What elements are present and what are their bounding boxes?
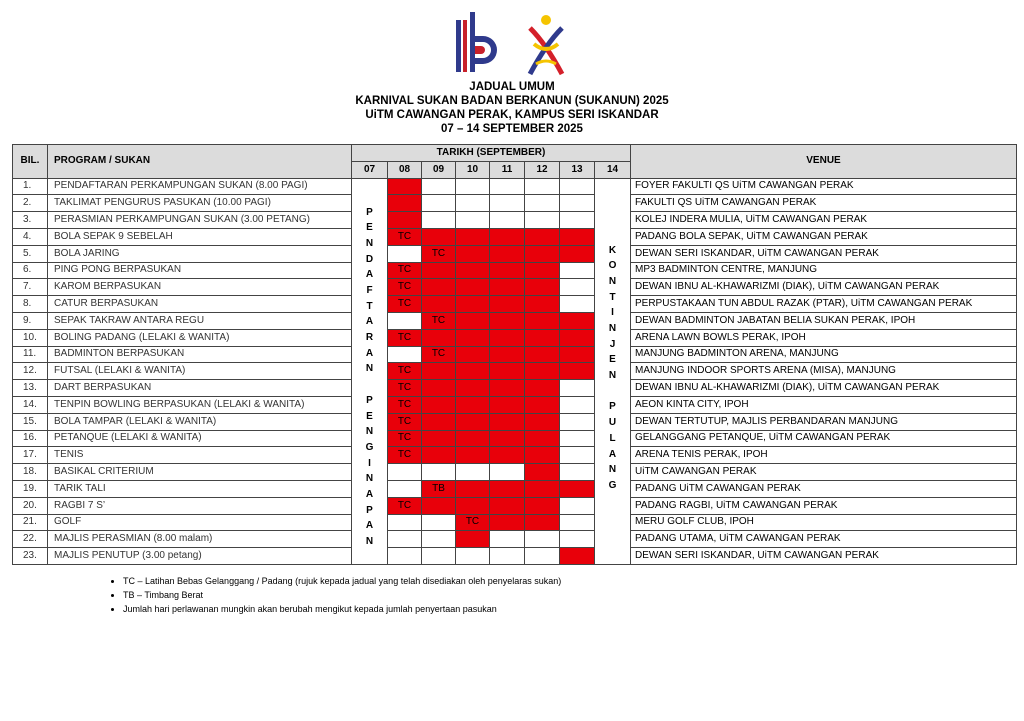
program-name: PING PONG BERPASUKAN	[48, 262, 352, 279]
day-cell: TC	[388, 380, 422, 397]
row-number: 22.	[13, 531, 48, 548]
day-cell	[456, 296, 490, 313]
day-cell	[560, 228, 595, 245]
day-cell	[490, 548, 525, 565]
table-row	[13, 514, 1017, 531]
table-row	[13, 363, 1017, 380]
day-cell: TB	[422, 480, 456, 497]
ib-logo-icon	[452, 12, 500, 80]
vertical-letter: G	[608, 479, 617, 491]
header-program: PROGRAM / SUKAN	[48, 145, 352, 179]
day-cell	[456, 329, 490, 346]
program-name: PENDAFTARAN PERKAMPUNGAN SUKAN (8.00 PAGI)	[48, 178, 352, 195]
day-cell	[560, 447, 595, 464]
vertical-letter: G	[365, 441, 374, 453]
table-row	[13, 245, 1017, 262]
day-cell	[456, 363, 490, 380]
day-cell	[560, 279, 595, 296]
day-cell	[456, 396, 490, 413]
day-cell	[525, 346, 560, 363]
program-name: BOLING PADANG (LELAKI & WANITA)	[48, 329, 352, 346]
vertical-letter: N	[608, 464, 617, 476]
row-number: 10.	[13, 329, 48, 346]
venue-name: FAKULTI QS UiTM CAWANGAN PERAK	[631, 195, 1017, 212]
day-cell	[560, 430, 595, 447]
day-cell: TC	[388, 430, 422, 447]
vertical-letter: A	[365, 269, 374, 281]
day-cell	[422, 279, 456, 296]
day-cell	[456, 464, 490, 481]
day-cell	[560, 548, 595, 565]
contingent-return-column	[595, 178, 631, 564]
table-row	[13, 497, 1017, 514]
day-cell	[422, 228, 456, 245]
day-cell	[388, 531, 422, 548]
document-title	[0, 80, 1024, 136]
vertical-letter: N	[608, 323, 617, 335]
vertical-letter: I	[611, 307, 614, 319]
day-cell	[388, 195, 422, 212]
row-number: 18.	[13, 464, 48, 481]
venue-name: UiTM CAWANGAN PERAK	[631, 464, 1017, 481]
day-cell	[525, 480, 560, 497]
registration-accommodation-column	[352, 178, 388, 564]
day-cell	[456, 178, 490, 195]
row-number: 16.	[13, 430, 48, 447]
day-cell	[560, 178, 595, 195]
venue-name: DEWAN SERI ISKANDAR, UiTM CAWANGAN PERAK	[631, 245, 1017, 262]
header-day: 07	[352, 161, 388, 178]
vertical-letter: R	[365, 332, 374, 344]
day-cell	[560, 245, 595, 262]
row-number: 15.	[13, 413, 48, 430]
day-cell	[456, 245, 490, 262]
venue-name: FOYER FAKULTI QS UiTM CAWANGAN PERAK	[631, 178, 1017, 195]
vertical-letter: P	[366, 504, 373, 516]
vertical-letter: E	[366, 410, 373, 422]
day-cell	[388, 178, 422, 195]
table-row	[13, 548, 1017, 565]
day-cell	[422, 380, 456, 397]
header-day: 14	[595, 161, 631, 178]
header-venue: VENUE	[631, 145, 1017, 179]
day-cell	[490, 380, 525, 397]
day-cell: TC	[388, 329, 422, 346]
table-row	[13, 430, 1017, 447]
venue-name: MP3 BADMINTON CENTRE, MANJUNG	[631, 262, 1017, 279]
table-row	[13, 279, 1017, 296]
program-name: TENPIN BOWLING BERPASUKAN (LELAKI & WANITA)	[48, 396, 352, 413]
venue-name: DEWAN TERTUTUP, MAJLIS PERBANDARAN MANJUNG	[631, 413, 1017, 430]
row-number: 9.	[13, 312, 48, 329]
day-cell	[456, 531, 490, 548]
vertical-letter: L	[609, 432, 616, 444]
day-cell	[490, 262, 525, 279]
title-line: KARNIVAL SUKAN BADAN BERKANUN (SUKANUN) 2025	[355, 95, 669, 107]
row-number: 3.	[13, 212, 48, 229]
vertical-letter: P	[366, 394, 373, 406]
day-cell	[456, 212, 490, 229]
day-cell	[456, 447, 490, 464]
program-name: DART BERPASUKAN	[48, 380, 352, 397]
day-cell	[560, 514, 595, 531]
header-day: 09	[422, 161, 456, 178]
day-cell	[560, 531, 595, 548]
program-name: TENIS	[48, 447, 352, 464]
day-cell	[422, 178, 456, 195]
day-cell	[422, 296, 456, 313]
table-row	[13, 329, 1017, 346]
vertical-letter: A	[365, 488, 374, 500]
vertical-letter: E	[366, 222, 373, 234]
day-cell	[525, 396, 560, 413]
vertical-letter: D	[365, 253, 374, 265]
row-number: 2.	[13, 195, 48, 212]
table-row	[13, 464, 1017, 481]
header-day: 12	[525, 161, 560, 178]
day-cell	[560, 212, 595, 229]
day-cell	[525, 195, 560, 212]
day-cell: TC	[388, 262, 422, 279]
day-cell	[560, 329, 595, 346]
day-cell	[490, 195, 525, 212]
vertical-letter: U	[608, 417, 617, 429]
vertical-letter: N	[608, 370, 617, 382]
row-number: 20.	[13, 497, 48, 514]
day-cell	[490, 497, 525, 514]
vertical-label	[352, 179, 387, 550]
day-cell	[388, 548, 422, 565]
day-cell	[490, 329, 525, 346]
day-cell	[456, 380, 490, 397]
day-cell	[422, 396, 456, 413]
venue-name: GELANGGANG PETANQUE, UiTM CAWANGAN PERAK	[631, 430, 1017, 447]
day-cell: TC	[422, 312, 456, 329]
day-cell	[525, 548, 560, 565]
note-item: • TB – Timbang Berat	[123, 588, 561, 602]
day-cell	[456, 312, 490, 329]
day-cell	[388, 245, 422, 262]
header-day: 10	[456, 161, 490, 178]
program-name: TARIK TALI	[48, 480, 352, 497]
day-cell	[422, 514, 456, 531]
table-row	[13, 447, 1017, 464]
program-name: BOLA TAMPAR (LELAKI & WANITA)	[48, 413, 352, 430]
day-cell	[525, 279, 560, 296]
venue-name: DEWAN SERI ISKANDAR, UiTM CAWANGAN PERAK	[631, 548, 1017, 565]
day-cell	[456, 279, 490, 296]
vertical-label	[595, 179, 630, 494]
day-cell	[525, 514, 560, 531]
day-cell	[456, 430, 490, 447]
day-cell	[490, 430, 525, 447]
venue-name: DEWAN IBNU AL-KHAWARIZMI (DIAK), UiTM CAWANGAN PERAK	[631, 380, 1017, 397]
day-cell	[456, 548, 490, 565]
vertical-letter: A	[365, 316, 374, 328]
day-cell	[490, 447, 525, 464]
vertical-letter: K	[608, 244, 617, 256]
program-name: TAKLIMAT PENGURUS PASUKAN (10.00 PAGI)	[48, 195, 352, 212]
program-name: BOLA SEPAK 9 SEBELAH	[48, 228, 352, 245]
note-item: • TC – Latihan Bebas Gelanggang / Padang (rujuk kepada jadual yang telah disediakan oleh penyelaras sukan)	[123, 574, 561, 588]
day-cell	[560, 312, 595, 329]
row-number: 13.	[13, 380, 48, 397]
program-name: RAGBI 7 S’	[48, 497, 352, 514]
day-cell	[388, 212, 422, 229]
table-row	[13, 413, 1017, 430]
day-cell	[525, 312, 560, 329]
header-bil: BIL.	[13, 145, 48, 179]
vertical-letter: P	[609, 401, 616, 413]
day-cell: TC	[388, 413, 422, 430]
notes	[105, 574, 561, 616]
table-row	[13, 396, 1017, 413]
day-cell: TC	[388, 228, 422, 245]
row-number: 23.	[13, 548, 48, 565]
program-name: PETANQUE (LELAKI & WANITA)	[48, 430, 352, 447]
table-row	[13, 212, 1017, 229]
vertical-letter: N	[365, 363, 374, 375]
day-cell	[525, 447, 560, 464]
day-cell	[525, 228, 560, 245]
day-cell	[422, 212, 456, 229]
venue-name: DEWAN BADMINTON JABATAN BELIA SUKAN PERAK, IPOH	[631, 312, 1017, 329]
program-name: BOLA JARING	[48, 245, 352, 262]
table-row	[13, 262, 1017, 279]
row-number: 6.	[13, 262, 48, 279]
vertical-letter: N	[365, 473, 374, 485]
day-cell	[490, 531, 525, 548]
program-name: MAJLIS PENUTUP (3.00 petang)	[48, 548, 352, 565]
vertical-letter: N	[365, 426, 374, 438]
day-cell: TC	[388, 447, 422, 464]
table-row	[13, 531, 1017, 548]
day-cell	[422, 548, 456, 565]
vertical-letter: J	[609, 338, 616, 350]
day-cell	[560, 262, 595, 279]
day-cell	[560, 380, 595, 397]
day-cell	[525, 464, 560, 481]
vertical-letter: N	[608, 275, 617, 287]
day-cell	[560, 363, 595, 380]
day-cell	[490, 363, 525, 380]
title-line: 07 – 14 SEPTEMBER 2025	[441, 123, 583, 135]
day-cell	[490, 312, 525, 329]
day-cell: TC	[388, 497, 422, 514]
day-cell: TC	[422, 346, 456, 363]
day-cell	[525, 380, 560, 397]
day-cell	[525, 296, 560, 313]
vertical-letter: O	[608, 260, 617, 272]
day-cell	[490, 514, 525, 531]
vertical-letter: I	[368, 457, 371, 469]
row-number: 7.	[13, 279, 48, 296]
row-number: 8.	[13, 296, 48, 313]
day-cell: TC	[422, 245, 456, 262]
day-cell	[560, 480, 595, 497]
day-cell	[490, 346, 525, 363]
table-row	[13, 346, 1017, 363]
day-cell: TC	[456, 514, 490, 531]
day-cell	[422, 531, 456, 548]
vertical-letter: P	[366, 206, 373, 218]
day-cell	[490, 178, 525, 195]
venue-name: ARENA LAWN BOWLS PERAK, IPOH	[631, 329, 1017, 346]
day-cell	[456, 228, 490, 245]
row-number: 14.	[13, 396, 48, 413]
logo-area	[0, 12, 1024, 82]
day-cell	[422, 262, 456, 279]
row-number: 19.	[13, 480, 48, 497]
day-cell	[560, 296, 595, 313]
program-name: BADMINTON BERPASUKAN	[48, 346, 352, 363]
day-cell	[422, 413, 456, 430]
vertical-letter: N	[365, 237, 374, 249]
venue-name: MANJUNG INDOOR SPORTS ARENA (MISA), MANJUNG	[631, 363, 1017, 380]
program-name: GOLF	[48, 514, 352, 531]
day-cell	[422, 195, 456, 212]
day-cell	[525, 329, 560, 346]
day-cell: TC	[388, 279, 422, 296]
program-name: PERASMIAN PERKAMPUNGAN SUKAN (3.00 PETANG)	[48, 212, 352, 229]
day-cell	[422, 329, 456, 346]
day-cell	[456, 346, 490, 363]
day-cell	[525, 363, 560, 380]
day-cell: TC	[388, 296, 422, 313]
program-name: BASIKAL CRITERIUM	[48, 464, 352, 481]
day-cell	[525, 497, 560, 514]
day-cell	[422, 464, 456, 481]
header-day: 11	[490, 161, 525, 178]
header-day: 13	[560, 161, 595, 178]
title-line: JADUAL UMUM	[469, 81, 555, 93]
day-cell	[456, 262, 490, 279]
day-cell	[490, 212, 525, 229]
day-cell: TC	[388, 396, 422, 413]
day-cell	[525, 178, 560, 195]
day-cell	[560, 464, 595, 481]
day-cell	[456, 413, 490, 430]
title-line: UiTM CAWANGAN PERAK, KAMPUS SERI ISKANDAR	[365, 109, 659, 121]
day-cell	[490, 245, 525, 262]
day-cell	[388, 464, 422, 481]
day-cell	[456, 480, 490, 497]
table-row	[13, 480, 1017, 497]
venue-name: PADANG UiTM CAWANGAN PERAK	[631, 480, 1017, 497]
row-number: 4.	[13, 228, 48, 245]
venue-name: KOLEJ INDERA MULIA, UiTM CAWANGAN PERAK	[631, 212, 1017, 229]
vertical-letter: T	[366, 300, 373, 312]
day-cell	[525, 531, 560, 548]
table-row	[13, 178, 1017, 195]
day-cell	[490, 480, 525, 497]
day-cell	[490, 296, 525, 313]
program-name: MAJLIS PERASMIAN (8.00 malam)	[48, 531, 352, 548]
program-name: SEPAK TAKRAW ANTARA REGU	[48, 312, 352, 329]
day-cell: TC	[388, 363, 422, 380]
day-cell	[490, 228, 525, 245]
day-cell	[388, 480, 422, 497]
row-number: 5.	[13, 245, 48, 262]
day-cell	[560, 413, 595, 430]
day-cell	[525, 430, 560, 447]
program-name: FUTSAL (LELAKI & WANITA)	[48, 363, 352, 380]
vertical-letter: E	[609, 354, 616, 366]
day-cell	[456, 195, 490, 212]
venue-name: MANJUNG BADMINTON ARENA, MANJUNG	[631, 346, 1017, 363]
day-cell	[560, 497, 595, 514]
table-row	[13, 380, 1017, 397]
program-name: CATUR BERPASUKAN	[48, 296, 352, 313]
vertical-letter: A	[365, 347, 374, 359]
sukanun-logo-icon	[524, 14, 568, 82]
venue-name: PERPUSTAKAAN TUN ABDUL RAZAK (PTAR), UiTM CAWANGAN PERAK	[631, 296, 1017, 313]
row-number: 12.	[13, 363, 48, 380]
vertical-letter: A	[365, 520, 374, 532]
table-row	[13, 228, 1017, 245]
day-cell	[456, 497, 490, 514]
day-cell	[490, 464, 525, 481]
day-cell	[388, 312, 422, 329]
table-row	[13, 296, 1017, 313]
day-cell	[422, 497, 456, 514]
row-number: 17.	[13, 447, 48, 464]
vertical-letter: T	[609, 291, 616, 303]
day-cell	[422, 430, 456, 447]
day-cell	[525, 245, 560, 262]
table-row	[13, 312, 1017, 329]
header-tarikh: TARIKH (SEPTEMBER)	[352, 145, 631, 162]
vertical-letter: F	[366, 285, 373, 297]
day-cell	[490, 413, 525, 430]
venue-name: MERU GOLF CLUB, IPOH	[631, 514, 1017, 531]
vertical-letter: A	[608, 448, 617, 460]
row-number: 1.	[13, 178, 48, 195]
venue-name: PADANG BOLA SEPAK, UiTM CAWANGAN PERAK	[631, 228, 1017, 245]
day-cell	[490, 279, 525, 296]
schedule-table	[12, 144, 1017, 565]
vertical-letter: N	[365, 536, 374, 548]
table-row	[13, 195, 1017, 212]
day-cell	[525, 212, 560, 229]
venue-name: ARENA TENIS PERAK, IPOH	[631, 447, 1017, 464]
day-cell	[525, 262, 560, 279]
row-number: 11.	[13, 346, 48, 363]
row-number: 21.	[13, 514, 48, 531]
venue-name: PADANG RAGBI, UiTM CAWANGAN PERAK	[631, 497, 1017, 514]
note-item: • Jumlah hari perlawanan mungkin akan berubah mengikut kepada jumlah penyertaan pasukan	[123, 602, 561, 616]
day-cell	[525, 413, 560, 430]
day-cell	[422, 363, 456, 380]
venue-name: AEON KINTA CITY, IPOH	[631, 396, 1017, 413]
day-cell	[388, 346, 422, 363]
schedule-body	[13, 178, 1017, 564]
header-day: 08	[388, 161, 422, 178]
venue-name: PADANG UTAMA, UiTM CAWANGAN PERAK	[631, 531, 1017, 548]
day-cell	[490, 396, 525, 413]
program-name: KAROM BERPASUKAN	[48, 279, 352, 296]
day-cell	[560, 195, 595, 212]
day-cell	[422, 447, 456, 464]
day-cell	[388, 514, 422, 531]
venue-name: DEWAN IBNU AL-KHAWARIZMI (DIAK), UiTM CAWANGAN PERAK	[631, 279, 1017, 296]
day-cell	[560, 346, 595, 363]
day-cell	[560, 396, 595, 413]
